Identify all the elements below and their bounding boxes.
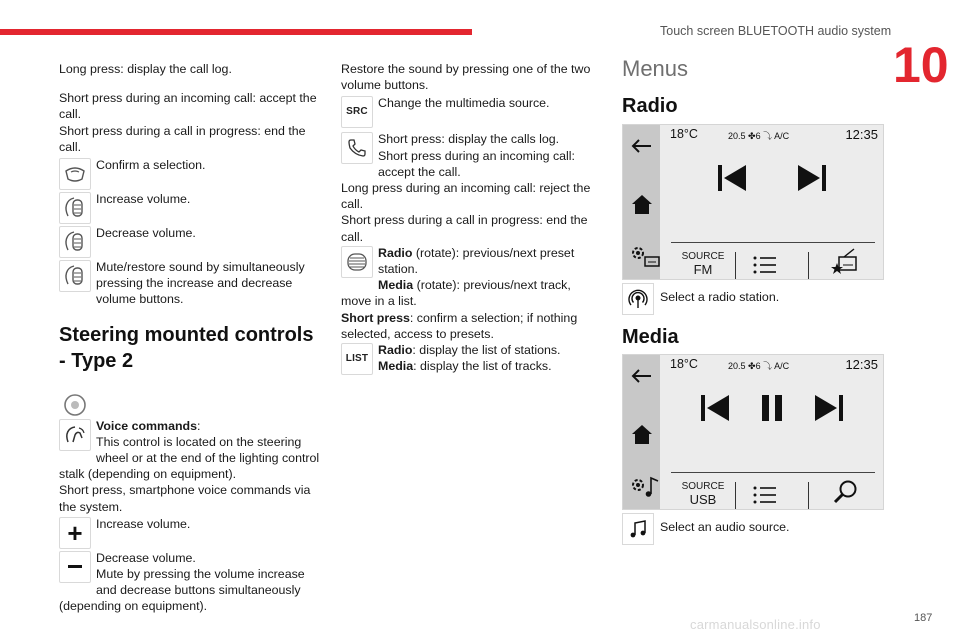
next-track-icon[interactable] (813, 393, 845, 423)
voice-command-icon (59, 419, 91, 451)
list-item (59, 388, 321, 418)
paragraph: Short press during an incoming call: accept the call. (59, 91, 317, 122)
clock: 12:35 (845, 357, 878, 372)
column-left (59, 61, 321, 615)
temperature-readout: 18°C (670, 357, 698, 371)
chapter-title: Touch screen BLUETOOTH audio system (660, 24, 892, 38)
ac-label: A/C (774, 361, 790, 371)
fan-value: 20.5 (728, 361, 746, 371)
plus-icon: + (59, 517, 91, 549)
thumbwheel-icon (59, 226, 91, 258)
next-track-icon[interactable] (796, 163, 828, 193)
list-item: Increase volume. (59, 191, 321, 225)
list-item: SRC Change the multimedia source. (341, 95, 591, 129)
fan-level: 6 (755, 131, 761, 141)
list-item: Decrease volume. Mute by pressing the volume increase and decrease buttons simultaneously (depending on equipment). (59, 550, 305, 614)
list-item: LIST Radio: display the list of stations. Media: display the list of tracks. (341, 342, 591, 376)
radio-presets-icon[interactable] (830, 247, 860, 277)
radio-screen (622, 124, 884, 280)
back-arrow-icon[interactable] (629, 133, 655, 159)
back-arrow-icon[interactable] (629, 363, 655, 389)
thumbwheel-icon (59, 260, 91, 292)
chapter-number: 10 (893, 37, 949, 93)
src-button-icon: SRC (341, 96, 373, 128)
page-number: 187 (914, 612, 933, 624)
paragraph: Short press during a call in progress: end the call. (59, 123, 306, 154)
list-item: Decrease volume. (59, 225, 321, 259)
source-value: USB (689, 492, 717, 507)
chapter-accent-bar (0, 29, 472, 35)
minus-icon (59, 551, 91, 583)
source-value: FM (693, 262, 713, 277)
radio-station-icon (622, 283, 654, 315)
list-item: Voice commands: This control is located on the steering wheel or at the end of the lighting control stalk (depending on equipment). Short press, smartphone voice commands via the system. (59, 418, 320, 514)
source-button[interactable]: SOURCE USB (678, 481, 728, 508)
list-item: + Increase volume. (59, 516, 321, 550)
watermark: carmanualsonline.info (690, 617, 821, 632)
phone-icon (341, 132, 373, 164)
list-icon[interactable] (752, 255, 778, 275)
fan-value: 20.5 (728, 131, 746, 141)
previous-track-icon[interactable] (716, 163, 748, 193)
list-item: Mute/restore sound by simultaneously pressing the increase and decrease volume buttons. (59, 259, 321, 308)
paragraph: Restore the sound by pressing one of the two volume buttons. (341, 62, 591, 93)
settings-music-icon[interactable] (629, 473, 661, 499)
list-icon[interactable] (752, 485, 778, 505)
media-screen (622, 354, 884, 510)
radio-heading: Radio (622, 95, 678, 117)
steering-button-icon (59, 158, 91, 190)
music-note-icon (622, 513, 654, 545)
media-controls (660, 393, 883, 423)
paragraph: Long press: display the call log. (59, 62, 232, 76)
column-middle (341, 61, 591, 376)
media-heading: Media (622, 326, 679, 348)
pause-icon[interactable] (759, 393, 785, 423)
menus-title: Menus (622, 56, 689, 81)
steering-wheel-icon (59, 389, 91, 421)
settings-radio-icon[interactable] (629, 243, 661, 269)
fan-level: 6 (755, 361, 761, 371)
thumbwheel-icon (59, 192, 91, 224)
previous-track-icon[interactable] (699, 393, 731, 423)
section-heading: Steering mounted controls - Type 2 (59, 323, 314, 372)
ac-label: A/C (774, 131, 790, 141)
list-button-icon: LIST (341, 343, 373, 375)
list-item: Radio (rotate): previous/next preset station. Media (rotate): previous/next track, move in a list. Short press: confirm a selection; if nothing selected, access to presets. (341, 245, 578, 341)
list-item: Confirm a selection. (59, 157, 321, 191)
home-icon[interactable] (629, 421, 655, 447)
home-icon[interactable] (629, 191, 655, 217)
clock: 12:35 (845, 127, 878, 142)
source-button[interactable]: SOURCE FM (678, 251, 728, 278)
status-bar: 18°C 20.5 ✤6 ⤵ A/C 12:35 (670, 357, 878, 372)
list-item: Short press: display the calls log. Short press during an incoming call: accept the call. Long press during an incoming call: reject the call. Short press during a call in progress: end the call. (341, 132, 591, 244)
media-controls (660, 163, 883, 193)
status-bar: 18°C 20.5 ✤6 ⤵ A/C 12:35 (670, 127, 878, 142)
scroll-wheel-icon (341, 246, 373, 278)
temperature-readout: 18°C (670, 127, 698, 141)
search-icon[interactable] (832, 478, 860, 506)
